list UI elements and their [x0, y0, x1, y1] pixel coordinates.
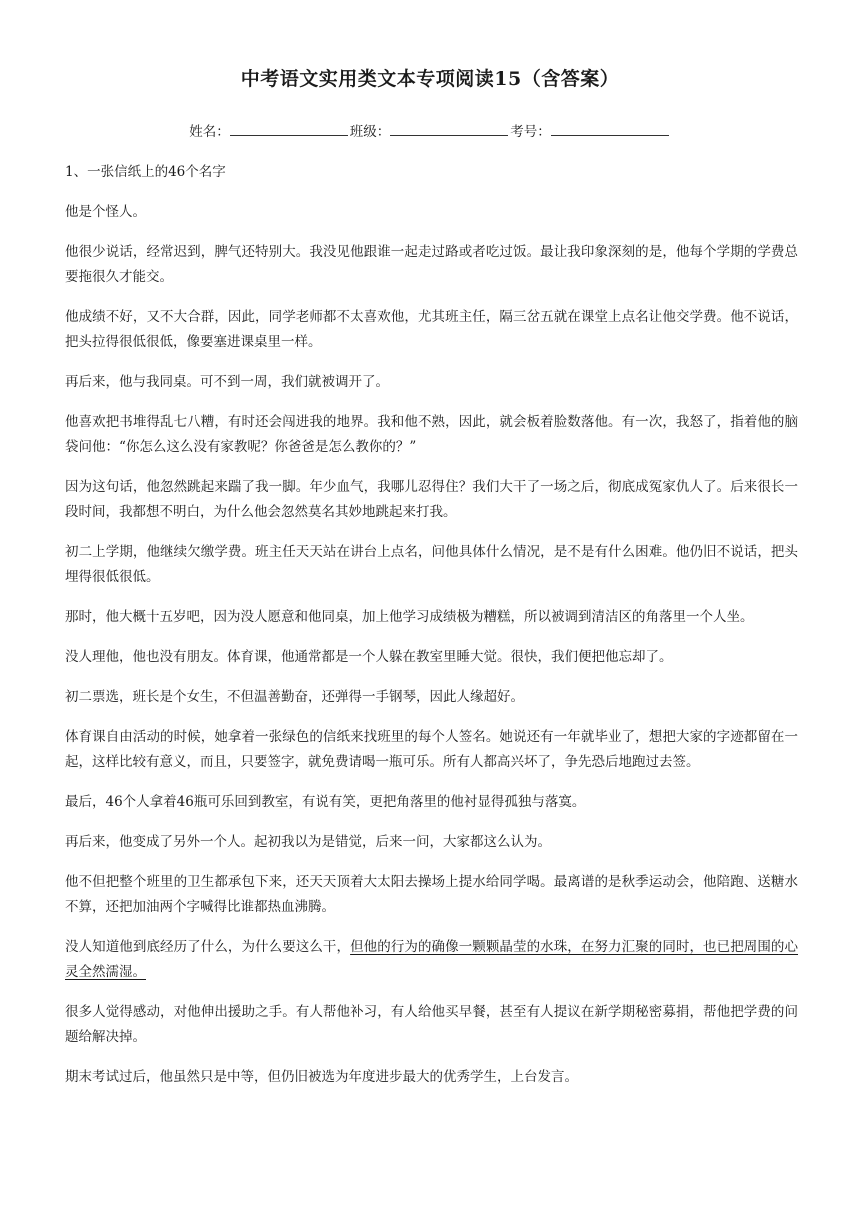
document-title: 中考语文实用类文本专项阅读15（含答案）: [240, 68, 620, 90]
reading-passage: [65, 160, 798, 1105]
paragraph: 因为这句话，他忽然跳起来踹了我一脚。年少血气，我哪儿忍得住？我们大干了一场之后，彻底成冤家仇人了。后来很长一段时间，我都想不明白，为什么他会忽然莫名其妙地跳起来打我。: [65, 479, 798, 520]
paragraph-plain-text: 没人知道他到底经历了什么，为什么要这么干，: [65, 939, 351, 955]
paragraph: 体育课自由活动的时候，她拿着一张绿色的信纸来找班里的每个人签名。她说还有一年就毕业了，想把大家的字迹都留在一起，这样比较有意义，而且，只要签字，就免费请喝一瓶可乐。所有人都高兴坏了，争先恐后地跑过去签。: [65, 729, 798, 770]
underlined-sentence: 但他的行为的确像一颗颗晶莹的水珠，在努力汇聚的同时，也已把周围的心灵全然濡湿。: [65, 939, 799, 980]
student-info-line: [0, 120, 860, 140]
paragraph: 他是个怪人。: [65, 204, 146, 220]
class-label: 班级：: [349, 124, 391, 140]
exam-number-label: 考号：: [510, 124, 551, 140]
paragraph: 很多人觉得感动，对他伸出援助之手。有人帮他补习，有人给他买早餐，甚至有人提议在新学期秘密募捐，帮他把学费的问题给解决掉。: [65, 1004, 798, 1045]
paragraph: 他很少说话，经常迟到，脾气还特别大。我没见他跟谁一起走过路或者吃过饭。最让我印象深刻的是，他每个学期的学费总要拖很久才能交。: [65, 244, 798, 285]
paragraph: 他不但把整个班里的卫生都承包下来，还天天顶着大太阳去操场上提水给同学喝。最离谱的是秋季运动会，他陪跑、送糖水不算，还把加油两个字喊得比谁都热血沸腾。: [65, 874, 798, 915]
paragraph: 再后来，他与我同桌。可不到一周，我们就被调开了。: [65, 374, 389, 390]
paragraph: 初二票选，班长是个女生，不但温善勤奋，还弹得一手钢琴，因此人缘超好。: [65, 689, 524, 705]
paragraph: 期末考试过后，他虽然只是中等，但仍旧被选为年度进步最大的优秀学生，上台发言。: [65, 1069, 578, 1085]
paragraph: 初二上学期，他继续欠缴学费。班主任天天站在讲台上点名，问他具体什么情况，是不是有什么困难。他仍旧不说话，把头埋得很低很低。: [65, 544, 798, 585]
paragraph: 再后来，他变成了另外一个人。起初我以为是错觉，后来一问，大家都这么认为。: [65, 834, 551, 850]
paragraph: 最后，46个人拿着46瓶可乐回到教室，有说有笑，更把角落里的他衬显得孤独与落寞。: [65, 794, 586, 810]
class-blank[interactable]: [390, 123, 508, 136]
paragraph-with-underline: [65, 935, 798, 985]
name-label: 姓名：: [189, 124, 230, 140]
paragraph: 没人理他，他也没有朋友。体育课，他通常都是一个人躲在教室里睡大觉。很快，我们便把他忘却了。: [65, 649, 673, 665]
paragraph: 那时，他大概十五岁吧，因为没人愿意和他同桌，加上他学习成绩极为糟糕，所以被调到清洁区的角落里一个人坐。: [65, 609, 754, 625]
exam-number-blank[interactable]: [551, 123, 669, 136]
paragraph: 他喜欢把书堆得乱七八糟，有时还会闯进我的地界。我和他不熟，因此，就会板着脸数落他。有一次，我怒了，指着他的脑袋问他：“你怎么这么没有家教呢？你爸爸是怎么教你的？”: [65, 414, 798, 455]
name-blank[interactable]: [230, 123, 348, 136]
paragraph: 他成绩不好，又不大合群，因此，同学老师都不太喜欢他，尤其班主任，隔三岔五就在课堂上点名让他交学费。他不说话，把头拉得很低很低，像要塞进课桌里一样。: [65, 309, 798, 350]
question-heading: 1、一张信纸上的46个名字: [65, 164, 226, 180]
